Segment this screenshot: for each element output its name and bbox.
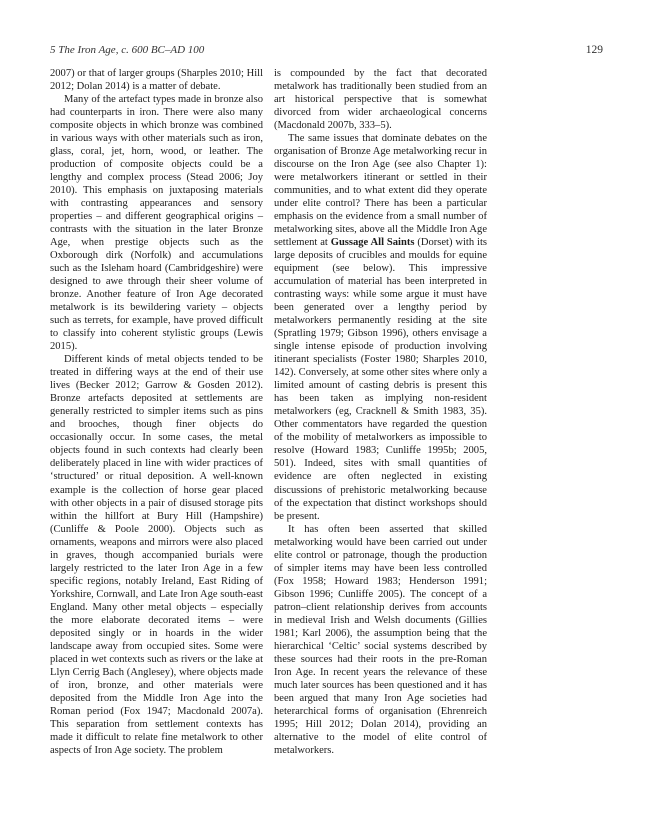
paragraph: Different kinds of metal objects tended to be treated in differing ways at the end of their use lives (Becker 2012; Garrow & Gosden 2012). Bronze artefacts deposited at settlements are generally restricted to simpler items such as pins and brooches, though finer objects do occasionally occur. In some cases, the metal objects found in such contexts had clearly been deliberately placed in line with wider practices of ‘structured’ or ritual deposition. A well-known example is the collection of horse gear placed with other objects in a pair of disused storage pits within the hillfort at Bury Hill (Hampshire) (Cunliffe & Poole 2000). Objects such as ornaments, weapons and mirrors were also placed in graves, though accompanied burials were largely restricted to the later Iron Age in a few specific regions, notably Ireland, East Riding of Yorkshire, Cornwall, and Late Iron Age south-east England. Many other metal objects – especially the more elaborate decorated items – were deposited singly or in hoards in the wider landscape away from occupied sites. Some were placed in wet contexts such as rivers or the lake at Llyn Cerrig Bach (Anglesey), where objects made of iron, bronze, and other materials were deposited from the Middle Iron Age into the Roman period (Fox 1947; Macdonald 2007a). This separation from settlement contexts has made it difficult to relate fine metalwork to other aspects of Iron Age society. The problem <box>50 354 263 756</box>
paragraph <box>274 132 487 522</box>
site-name: Gussage All Saints <box>330 237 415 249</box>
paragraph: Many of the artefact types made in bronze also had counterparts in iron. There were also many composite objects in which bronze was combined in various ways with other materials such as iron, glass, coral, jet, horn, wood, or leather. The production of composite objects could be a lengthy and complex process (Stead 2006; Joy 2010). This emphasis on juxtaposing materials with contrasting appearances and sensory properties – and different geographical origins – contrasts with the situation in the later Bronze Age, when prestige objects such as the Oxborough dirk (Norfolk) and accumulations such as the Isleham hoard (Cambridgeshire) were designed to awe through their sheer volume of bronze. Another feature of Iron Age decorated metalwork is its bewildering variety – objects such as terrets, for example, have proved difficult to classify into coherent stylistic groups (Lewis 2015). <box>50 94 263 353</box>
paragraph: is compounded by the fact that decorated metalwork has traditionally been studied from an art historical perspective that is somewhat divorced from wider archaeological concerns (Macdonald 2007b, 333–5). <box>274 68 487 132</box>
paragraph-text: The same issues that dominate debates on the organisation of Bronze Age metalworking recur in discourse on the Iron Age (see also Chapter 1): were metalworkers itinerant or settled in their communities, and to what extent did they operate under elite control? There has been a particular emphasis on the evidence from a small number of metalworking sites, above all the Middle Iron Age settlement at <box>274 133 487 249</box>
right-column <box>274 67 487 757</box>
paragraph: It has often been asserted that skilled metalworking would have been carried out under elite control or patronage, though the production of simpler items may have been less controlled (Fox 1958; Howard 1983; Henderson 1991; Gibson 1996; Cunliffe 2005). The concept of a patron–client relationship derives from accounts in medieval Irish and Welsh documents (Gillies 1981; Karl 2006), the assumption being that the hierarchical ‘Celtic’ social systems described by these sources had their roots in the pre-Roman Iron Age. In recent years the relevance of these much later sources has been questioned and it has been argued that many Iron Age societies had heterarchical forms of organisation (Ehrenreich 1995; Hill 2012; Dolan 2014), providing an alternative to the model of elite control of metalworkers. <box>274 523 487 756</box>
running-head: 5 The Iron Age, c. 600 BC–AD 100 <box>50 44 205 56</box>
paragraph-text: (Dorset) with its large deposits of crucibles and moulds for equine equipment (see below). This impressive accumulation of material has been interpreted in contrasting ways: while some argue it must have been generated over a lengthy period by metalworkers permanently residing at the site (Spratling 1979; Gibson 1996), others envisage a single intense episode of production involving itinerant specialists (Foster 1980; Sharples 2010, 142). Conversely, at some other sites where only a limited amount of casting debris is present this has been taken as implying non-resident metalworkers (eg, Cracknell & Smith 1983, 35). Other commentators have regarded the question of the mobility of metalworkers as impossible to resolve (Howard 1983; Cunliffe 1995b; 2005, 501). Indeed, sites with small quantities of evidence are often neglected in existing discussions of prehistoric metalworking because of the expectation that distinct workshops should be present. <box>274 237 487 522</box>
page-number: 129 <box>585 44 603 56</box>
paragraph: 2007) or that of larger groups (Sharples 2010; Hill 2012; Dolan 2014) is a matter of debate. <box>50 68 263 93</box>
left-column <box>50 67 263 757</box>
